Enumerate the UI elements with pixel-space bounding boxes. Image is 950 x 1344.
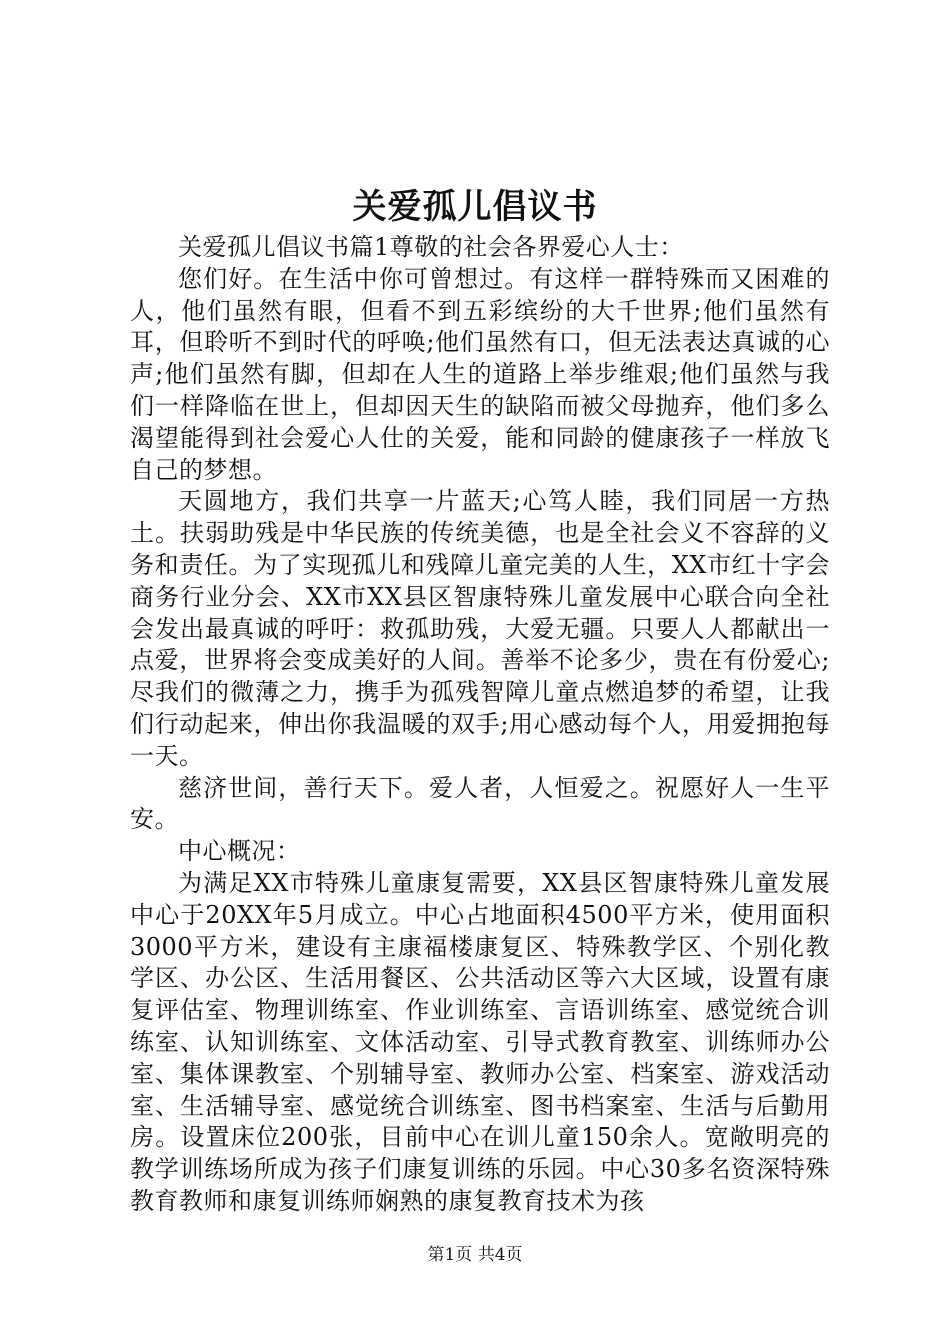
paragraph-center-heading: 中心概况： — [178, 837, 301, 866]
paragraph-center-overview: 为满足XX市特殊儿童康复需要，XX县区智康特殊儿童发展中心于20XX年5月成立。中心占地面积4500平方米，使用面积3000平方米，建设有主康福楼康复区、特殊教学区、个别化教学区、办公区、生活用餐区、公共活动区等六大区域，设置有康复评估室、物理训练室、作业训练室、言语训练室、感觉统合训练室、认知训练室、文体活动室、引导式教育教室、训练师办公室、集体课教室、个别辅导室、教师办公室、档案室、游戏活动室、生活辅导室、感觉统合训练室、图书档案室、生活与后勤用房。设置床位200张，目前中心在训儿童150余人。宽敞明亮的教学训练场所成为孩子们康复训练的乐园。中心30多名资深特殊教育教师和康复训练师娴熟的康复教育技术为孩 — [130, 868, 830, 1215]
document-body — [130, 232, 830, 1218]
paragraph-blessing: 慈济世间，善行天下。爱人者，人恒爱之。祝愿好人一生平安。 — [130, 773, 830, 834]
page-footer: 第1页 共4页 — [427, 1245, 523, 1265]
paragraph-greeting: 您们好。在生活中你可曾想过。有这样一群特殊而又困难的人，他们虽然有眼，但看不到五彩缤纷的大千世界;他们虽然有耳，但聆听不到时代的呼唤;他们虽然有口，但无法表达真诚的心声;他们虽然有脚，但却在人生的道路上举步维艰;他们虽然与我们一样降临在世上，但却因天生的缺陷而被父母抛弃，他们多么渴望能得到社会爱心人仕的关爱，能和同龄的健康孩子一样放飞自己的梦想。 — [130, 264, 830, 484]
paragraph-salutation: 关爱孤儿倡议书篇1尊敬的社会各界爱心人士： — [178, 233, 684, 261]
paragraph-appeal: 天圆地方，我们共享一片蓝天;心笃人睦，我们同居一方热土。扶弱助残是中华民族的传统美德，也是全社会义不容辞的义务和责任。为了实现孤儿和残障儿童完美的人生，XX市红十字会商务行业分会、XX市XX县区智康特殊儿童发展中心联合向全社会发出最真诚的呼吁：救孤助残，大爱无疆。只要人人都献出一点爱，世界将会变成美好的人间。善举不论多少，贵在有份爱心;尽我们的微薄之力，携手为孤残智障儿童点燃追梦的希望，让我们行动起来，伸出你我温暖的双手;用心感动每个人，用爱拥抱每一天。 — [130, 487, 830, 770]
document-title: 关爱孤儿倡议书 — [352, 187, 598, 227]
